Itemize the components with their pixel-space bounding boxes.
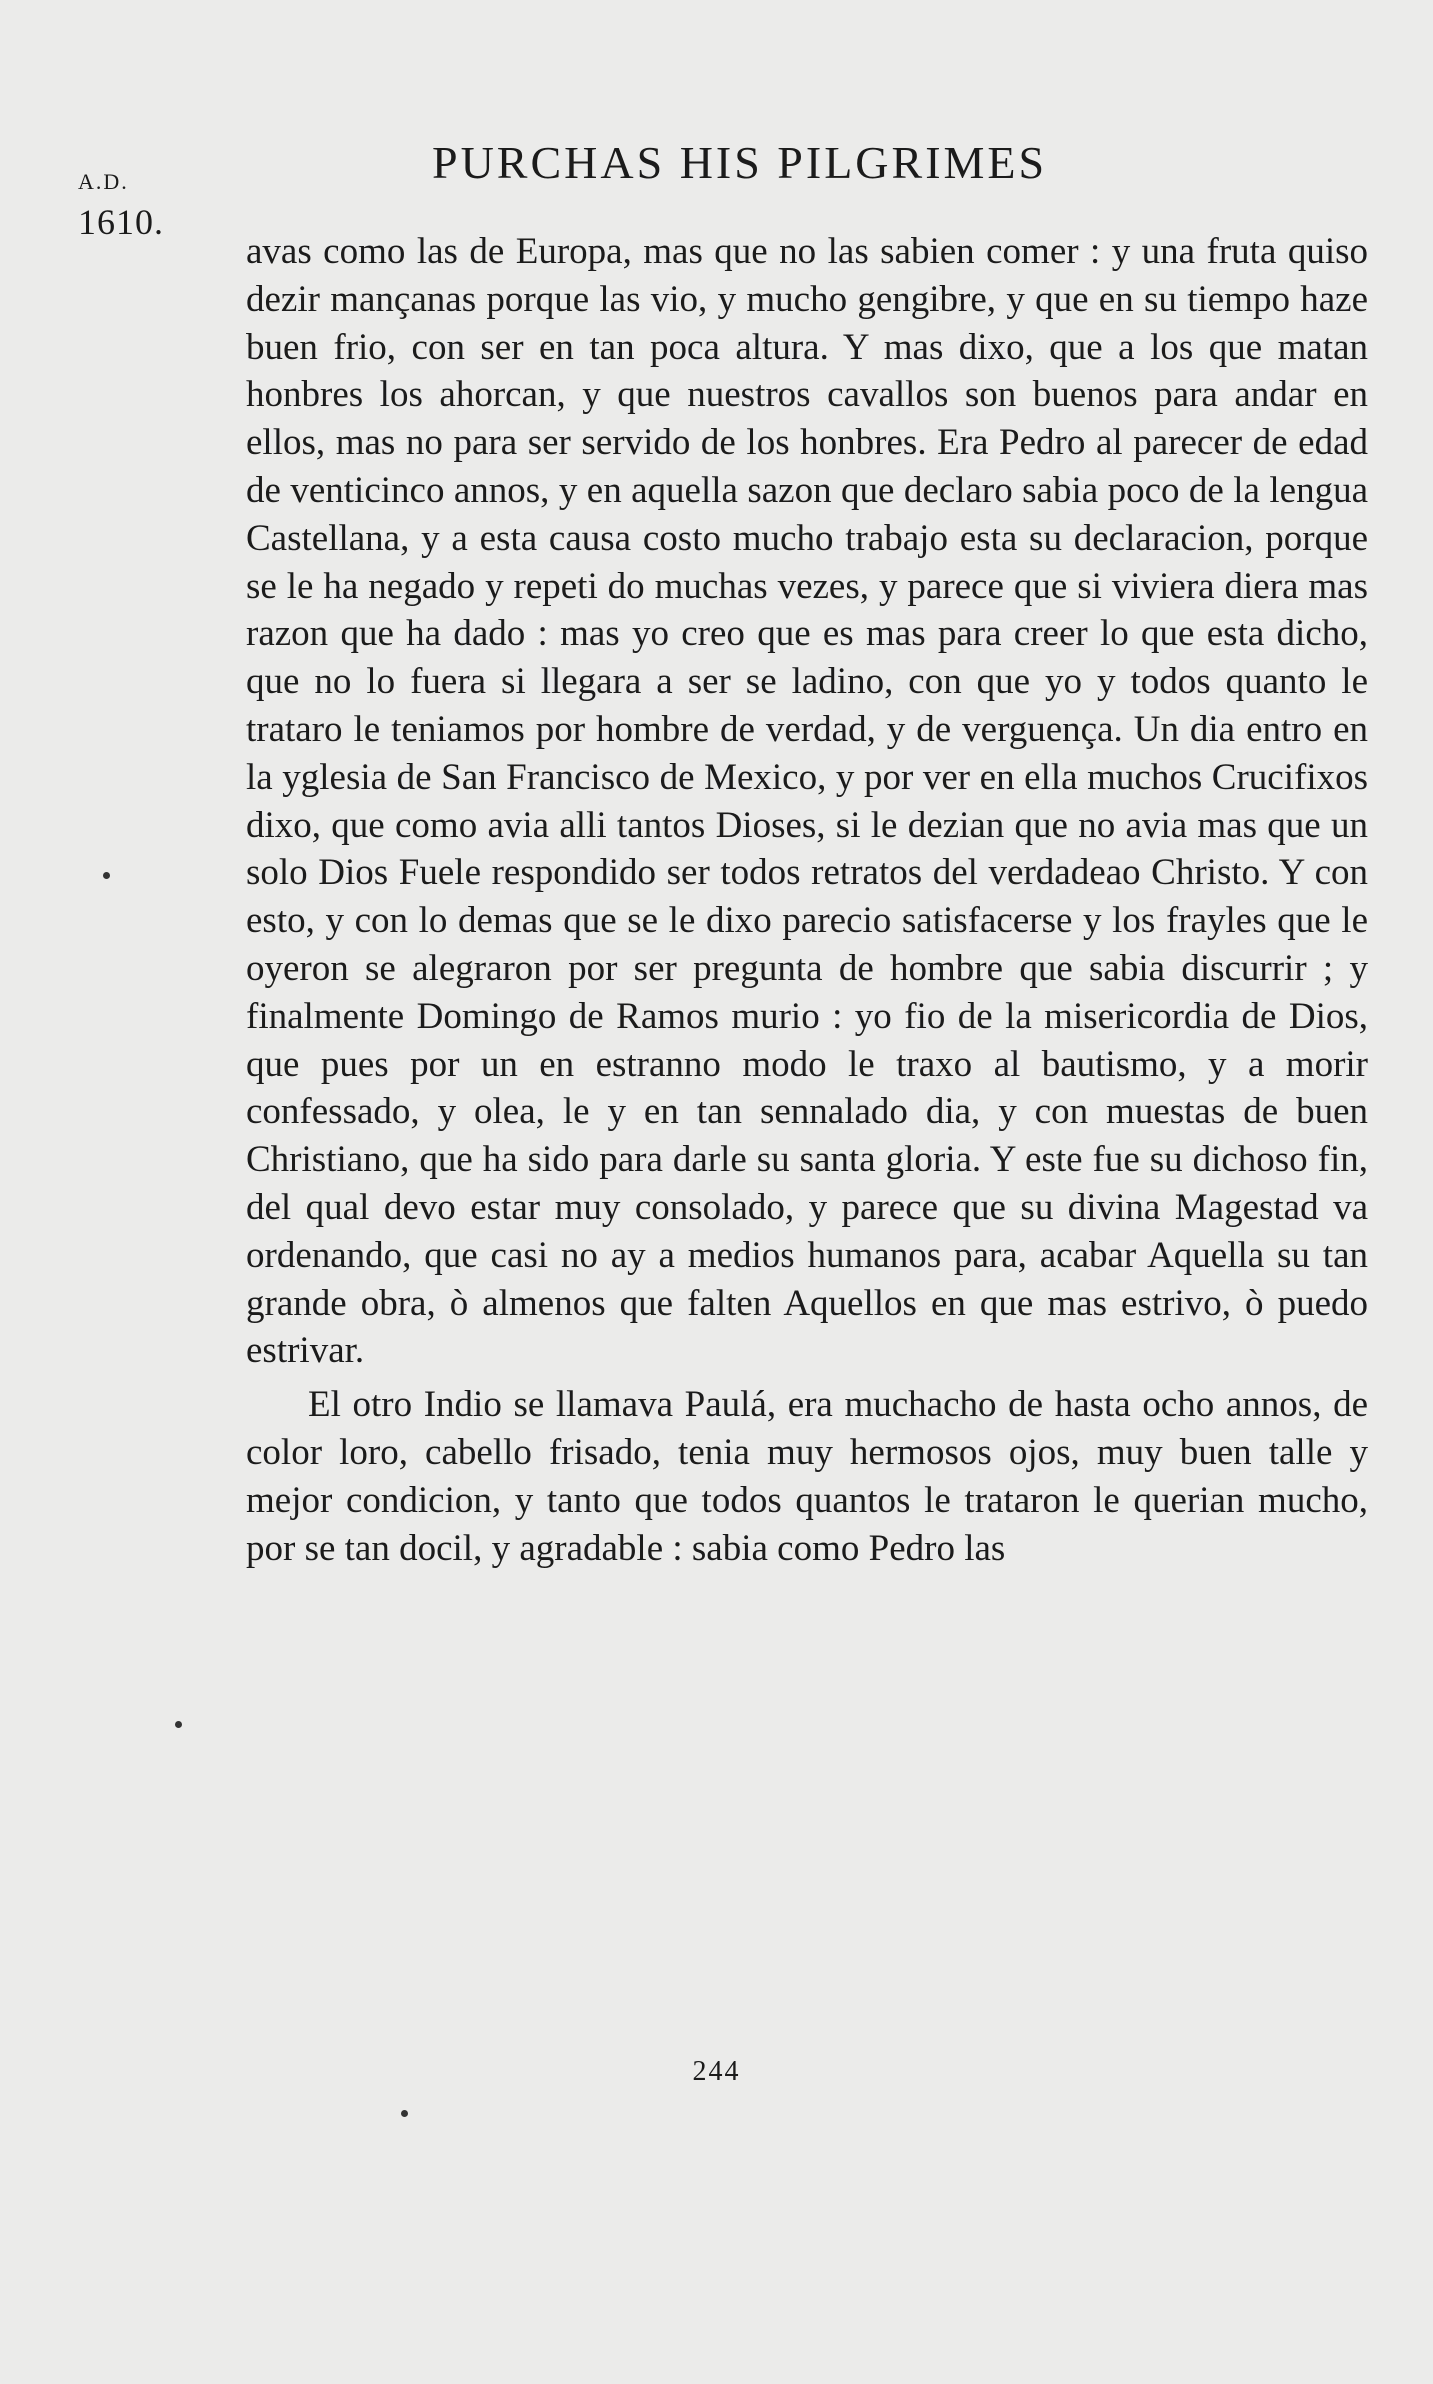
paragraph-2: El otro Indio se llamava Paulá, era muchacho de hasta ocho annos, de color loro, cabello frisado, tenia muy hermosos ojos, muy buen talle y mejor condicion, y tanto que todos quantos le trataron le querian mucho, por se tan docil, y agradable : sabia como Pedro las bbox=[246, 1384, 1368, 1569]
margin-mark bbox=[103, 872, 110, 879]
page-number: 244 bbox=[692, 2056, 741, 2087]
body-text bbox=[246, 228, 1368, 1572]
margin-year: 1610. bbox=[78, 202, 164, 242]
running-head: PURCHAS HIS PILGRIMES bbox=[432, 137, 1048, 188]
margin-date bbox=[78, 160, 164, 244]
speck-mark bbox=[401, 2110, 408, 2117]
paragraph-1: avas como las de Europa, mas que no las sabien comer : y una fruta quiso dezir mançanas porque las vio, y mucho gengibre, y que en su tiempo haze buen frio, con ser en tan poca altura. Y mas dixo, que a los que matan honbres los ahorcan, y que nuestros cavallos son buenos para andar en ellos, mas no para ser servido de los honbres. Era Pedro al parecer de edad de venticinco annos, y en aquella sazon que declaro sabia poco de la lengua Castellana, y a esta causa costo mucho trabajo esta su declaracion, porque se le ha negado y repeti do muchas vezes, y parece que si viviera diera mas razon que ha dado : mas yo creo que es mas para creer lo que esta dicho, que no lo fuera si llegara a ser se ladino, con que yo y todos quanto le trataro le teniamos por hombre de verdad, y de verguença. Un dia entro en la yglesia de San Francisco de Mexico, y por ver en ella muchos Crucifixos dixo, que como avia alli tantos Dioses, si le dezian que no avia mas que un solo Dios Fuele respondido ser todos retratos del verdadeao Christo. Y con esto, y con lo demas que se le dixo parecio satisfacerse y los frayles que le oyeron se alegraron por ser pregunta de hombre que sabia discurrir ; y finalmente Domingo de Ramos murio : yo fio de la misericordia de Dios, que pues por un en estranno modo le traxo al bautismo, y a morir confessado, y olea, le y en tan sennalado dia, y con muestas de buen Christiano, que ha sido para darle su santa gloria. Y este fue su dichoso fin, del qual devo estar muy consolado, y parece que su divina Magestad va ordenando, que casi no ay a medios humanos para, acabar Aquella su tan grande obra, ò almenos que falten Aquellos en que mas estrivo, ò puedo estrivar. bbox=[246, 231, 1368, 1372]
margin-mark bbox=[175, 1721, 182, 1728]
margin-ad: A.D. bbox=[78, 169, 129, 194]
